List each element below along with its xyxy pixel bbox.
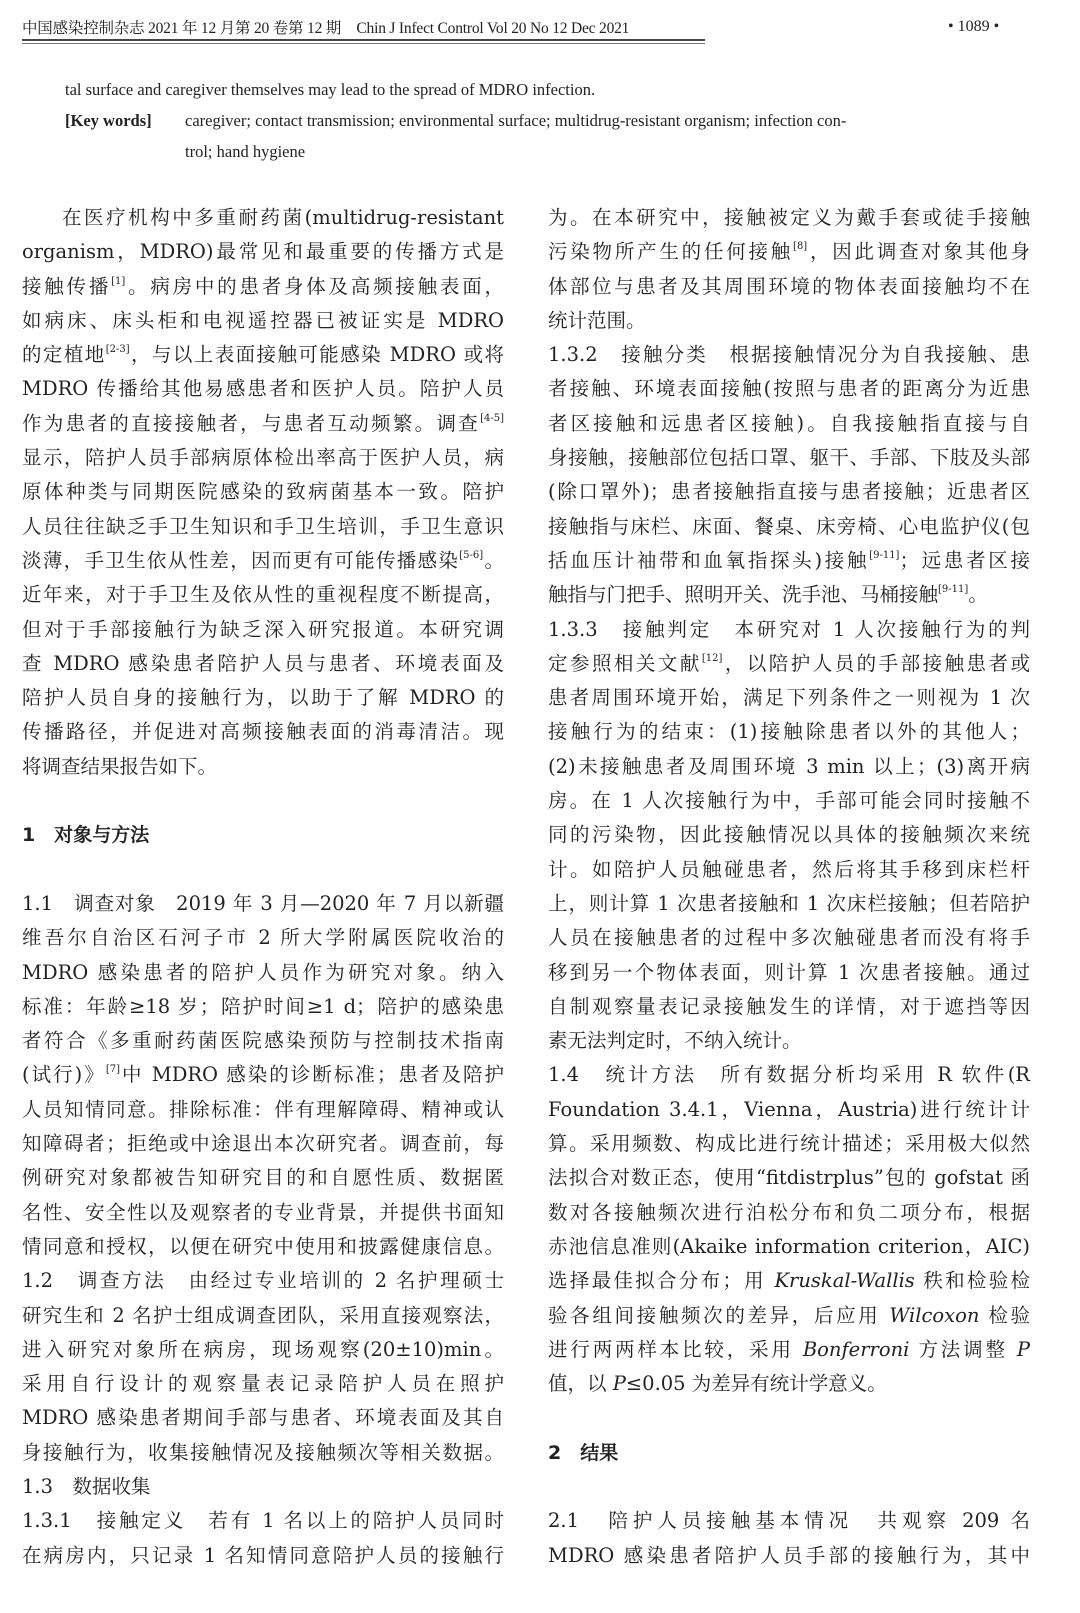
text-line — [548, 853, 1030, 887]
text-run: 计。如陪护人员触碰患者，然后将其手移到床栏杆 — [548, 857, 1030, 881]
text-line — [548, 338, 1030, 372]
text-run: MDRO 感染患者陪护人员手部的接触行为，其中 — [548, 1543, 1030, 1567]
text-run: (试行)》 — [22, 1063, 106, 1087]
text-line — [22, 338, 504, 372]
text-run: 1.3 数据收集 — [22, 1474, 151, 1498]
citation: [9-11] — [869, 549, 900, 561]
citation: [7] — [105, 1064, 120, 1076]
text-run: 1.2 调查方法 由经过专业培训的 2 名护理硕士 — [22, 1269, 504, 1293]
text-line — [548, 647, 1030, 681]
text-run: 1 对象与方法 — [22, 824, 150, 847]
text-run: 验各组间接触频次的差异，后应用 — [548, 1303, 890, 1327]
text-run: 选择最佳拟合分布；用 — [548, 1269, 775, 1293]
text-line — [22, 990, 504, 1024]
text-run: ≤0.05 为差异有统计学意义。 — [625, 1372, 887, 1396]
text-line — [548, 1230, 1030, 1264]
text-run: MDRO 感染患者的陪护人员作为研究对象。纳入 — [22, 960, 504, 984]
citation: [8] — [793, 241, 808, 253]
text-line — [22, 544, 504, 578]
text-run: 者符合《多重耐药菌医院感染预防与控制技术指南 — [22, 1029, 504, 1053]
text-line — [22, 715, 504, 749]
text-run: 维吾尔自治区石河子市 2 所大学附属医院收治的 — [22, 926, 504, 950]
text-run: 显示，陪护人员手部病原体检出率高于医护人员，病 — [22, 446, 504, 470]
text-run: 1.1 调查对象 2019 年 3 月—2020 年 7 月以新疆 — [22, 891, 504, 915]
text-line — [548, 1196, 1030, 1230]
text-line — [548, 544, 1030, 578]
citation: [9-11] — [938, 584, 969, 596]
text-line — [548, 1161, 1030, 1195]
text-run: 为。在本研究中，接触被定义为戴手套或徒手接触 — [548, 206, 1030, 229]
text-run: 房。在 1 人次接触行为中，手部可能会同时接触不 — [548, 789, 1030, 813]
text-run: 1.4 统计方法 所有数据分析均采用 R 软件(R — [548, 1063, 1030, 1087]
text-line — [548, 578, 1030, 612]
text-run: 值，以 — [548, 1372, 613, 1396]
text-line — [548, 887, 1030, 921]
text-line — [22, 921, 504, 955]
text-line — [548, 956, 1030, 990]
text-line — [22, 1401, 504, 1435]
text-run: 。 — [968, 583, 988, 607]
text-run: 淡薄，手卫生依从性差，因而更有可能传播感染 — [22, 548, 460, 572]
text-run: 陪护人员自身的接触行为，以助于了解 MDRO 的 — [22, 686, 504, 710]
text-line — [548, 270, 1030, 304]
text-line — [22, 1264, 504, 1298]
text-run: 但对于手部接触行为缺乏深入研究报道。本研究调 — [22, 617, 504, 641]
text-line — [548, 1024, 1030, 1058]
text-run: 定参照相关文献 — [548, 651, 702, 675]
section-heading — [22, 818, 504, 852]
text-run: 法拟合对数正态，使用“fitdistrplus”包的 gofstat 函 — [548, 1166, 1030, 1190]
text-run: 赤池信息准则(Akaike information criterion，AIC) — [548, 1234, 1030, 1258]
text-line — [548, 441, 1030, 475]
text-line — [22, 372, 504, 406]
text-line — [548, 304, 1030, 338]
text-line — [22, 1299, 504, 1333]
text-run: 传播路径，并促进对高频接触表面的消毒清洁。现 — [22, 720, 504, 744]
text-run: 在病房内，只记录 1 名知情同意陪护人员的接触行 — [22, 1543, 504, 1567]
text-run: 知障碍者；拒绝或中途退出本次研究者。调查前，每 — [22, 1132, 504, 1156]
text-run: 人员在接触患者的过程中多次触碰患者而没有将手 — [548, 926, 1030, 950]
text-run: 同的污染物，因此接触情况以具体的接触频次来统 — [548, 823, 1030, 847]
text-line — [548, 1504, 1030, 1538]
text-line — [22, 475, 504, 509]
text-run: 触指与门把手、照明开关、洗手池、马桶接触 — [548, 583, 939, 607]
text-line — [22, 201, 504, 235]
text-run: 接触指与床栏、床面、餐桌、床旁椅、心电监护仪(包 — [548, 514, 1030, 538]
text-line — [548, 201, 1030, 235]
text-run: 素无法判定时，不纳入统计。 — [548, 1029, 802, 1053]
text-run: 。 — [483, 548, 504, 572]
text-run: MDRO 感染患者期间手部与患者、环境表面及其自 — [22, 1406, 504, 1430]
text-run: 2 结果 — [548, 1441, 619, 1464]
left-column — [22, 201, 504, 1573]
text-line — [22, 1058, 504, 1092]
text-run: 标准：年龄≥18 岁；陪护时间≥1 d；陪护的感染患 — [22, 994, 504, 1018]
text-run: 1.3.3 接触判定 本研究对 1 人次接触行为的判 — [548, 617, 1030, 641]
text-line — [22, 750, 504, 784]
text-run: 1.3.2 接触分类 根据接触情况分为自我接触、患 — [548, 343, 1030, 367]
text-line — [548, 1299, 1030, 1333]
text-line — [22, 887, 504, 921]
text-run: ；远患者区接 — [899, 548, 1030, 572]
text-run: 如病床、床头柜和电视遥控器已被证实是 MDRO — [22, 308, 504, 332]
text-line — [548, 235, 1030, 269]
text-line — [22, 1093, 504, 1127]
section-heading — [548, 1436, 1030, 1470]
text-run: organism，MDRO)最常见和最重要的传播方式是 — [22, 240, 504, 264]
text-run: 中 MDRO 感染的诊断标准；患者及陪护 — [120, 1063, 505, 1087]
text-run: 查 MDRO 感染患者陪护人员与患者、环境表面及 — [22, 651, 504, 675]
text-run: 。病房中的患者身体及高频接触表面， — [125, 274, 504, 298]
text-run: 1.3.1 接触定义 若有 1 名以上的陪护人员同时 — [22, 1509, 504, 1533]
text-line — [22, 853, 504, 887]
text-run: 进入研究对象所在病房，现场观察(20±10)min。 — [22, 1337, 504, 1361]
text-line — [548, 715, 1030, 749]
text-run: 污染物所产生的任何接触 — [548, 240, 794, 264]
text-line — [548, 1401, 1030, 1435]
citation: [2-3] — [105, 344, 130, 356]
text-line — [548, 818, 1030, 852]
text-line — [22, 235, 504, 269]
text-line — [22, 441, 504, 475]
text-run: 身接触，接触部位包括口罩、躯干、手部、下肢及头部 — [548, 446, 1030, 470]
text-run: Foundation 3.4.1，Vienna，Austria)进行统计计 — [548, 1097, 1030, 1121]
italic-term: Kruskal-Wallis — [774, 1269, 915, 1293]
text-run: 检验 — [979, 1303, 1030, 1327]
text-line — [548, 1127, 1030, 1161]
citation: [12] — [701, 652, 723, 664]
text-line — [548, 1470, 1030, 1504]
italic-term: Bonferroni — [802, 1337, 910, 1361]
text-run: 者区接触和远患者区接触)。自我接触指直接与自 — [548, 411, 1030, 435]
text-run: 原体种类与同期医院感染的致病菌基本一致。陪护 — [22, 480, 504, 504]
text-line — [22, 613, 504, 647]
text-run: 括血压计袖带和血氧指探头)接触 — [548, 548, 870, 572]
text-line — [22, 304, 504, 338]
italic-term: P — [612, 1372, 626, 1396]
text-run: ，以陪护人员的手部接触患者或 — [722, 651, 1030, 675]
text-run: 作为患者的直接接触者，与患者互动频繁。调查 — [22, 411, 481, 435]
text-line — [548, 1058, 1030, 1092]
text-run: (2)未接触患者及周围环境 3 min 以上；(3)离开病 — [548, 754, 1030, 778]
text-run: 近年来，对于手卫生及依从性的重视程度不断提高， — [22, 583, 504, 607]
text-run: 秩和检验检 — [914, 1269, 1031, 1293]
text-line — [22, 681, 504, 715]
text-line — [22, 1024, 504, 1058]
text-line — [548, 613, 1030, 647]
text-line — [22, 1230, 504, 1264]
text-line — [548, 407, 1030, 441]
text-line — [22, 1367, 504, 1401]
text-run: 情同意和授权，以便在研究中使用和披露健康信息。 — [22, 1234, 504, 1258]
text-line — [22, 407, 504, 441]
text-line — [548, 921, 1030, 955]
text-run: 进行两两样本比较，采用 — [548, 1337, 803, 1361]
keywords-text-continued: trol; hand hygiene — [185, 142, 306, 161]
text-run: 研究生和 2 名护士组成调查团队，采用直接观察法， — [22, 1303, 504, 1327]
text-run: 者接触、环境表面接触(按照与患者的距离分为近患 — [548, 377, 1030, 401]
text-run: 人员往往缺乏手卫生知识和手卫生培训，手卫生意识 — [22, 514, 504, 538]
text-run: ，与以上表面接触可能感染 MDRO 或将 — [129, 343, 504, 367]
text-line — [22, 1127, 504, 1161]
page-number: • 1089 • — [948, 18, 1000, 35]
text-line — [548, 1093, 1030, 1127]
text-line — [548, 372, 1030, 406]
text-line — [22, 1436, 504, 1470]
keywords-text: caregiver; contact transmission; environmental surface; multidrug-resistant organism; infection con- — [185, 111, 847, 130]
text-run: 例研究对象都被告知研究目的和自愿性质、数据匿 — [22, 1166, 504, 1190]
text-run: 接触传播 — [22, 274, 112, 298]
text-run: 统计范围。 — [548, 308, 646, 332]
text-line — [22, 1196, 504, 1230]
text-line — [548, 1264, 1030, 1298]
keywords-label: [Key words] — [65, 111, 152, 130]
text-line — [548, 475, 1030, 509]
italic-term: P — [1016, 1337, 1030, 1361]
text-line — [22, 784, 504, 818]
text-run: 2.1 陪护人员接触基本情况 共观察 209 名 — [548, 1509, 1030, 1533]
text-run: 将调查结果报告如下。 — [22, 754, 218, 778]
italic-term: Wilcoxon — [889, 1303, 980, 1327]
text-line — [548, 784, 1030, 818]
text-run: 身接触行为，收集接触情况及接触频次等相关数据。 — [22, 1440, 504, 1464]
text-run: 自制观察量表记录接触发生的详情，对于遮挡等因 — [548, 994, 1030, 1018]
running-header: 中国感染控制杂志 2021 年 12 月第 20 卷第 12 期 Chin J Infect Control Vol 20 No 12 Dec 2021 — [22, 16, 705, 41]
text-run: 名性、安全性以及观察者的专业背景，并提供书面知 — [22, 1200, 504, 1224]
text-run: MDRO 传播给其他易感患者和医护人员。陪护人员 — [22, 377, 504, 401]
text-line — [548, 990, 1030, 1024]
text-run: 采用自行设计的观察量表记录陪护人员在照护 — [22, 1372, 504, 1396]
text-run: 体部位与患者及其周围环境的物体表面接触均不在 — [548, 274, 1030, 298]
text-line — [22, 1504, 504, 1538]
right-column — [548, 201, 1030, 1573]
text-run: 移到另一个物体表面，则计算 1 次患者接触。通过 — [548, 960, 1030, 984]
text-line — [548, 681, 1030, 715]
text-run: (除口罩外)；患者接触指直接与患者接触；近患者区 — [548, 480, 1030, 504]
text-line — [548, 1333, 1030, 1367]
text-line — [22, 270, 504, 304]
text-run: ，因此调查对象其他身 — [807, 240, 1030, 264]
citation: [4-5] — [480, 412, 504, 424]
text-line — [548, 1539, 1030, 1573]
citation: [1] — [111, 275, 126, 287]
text-run: 人员知情同意。排除标准：伴有理解障碍、精神或认 — [22, 1097, 504, 1121]
text-run: 数对各接触频次进行泊松分布和负二项分布，根据 — [548, 1200, 1030, 1224]
text-line — [22, 647, 504, 681]
text-line — [22, 1161, 504, 1195]
text-line — [22, 1470, 504, 1504]
text-run: 患者周围环境开始，满足下列条件之一则视为 1 次 — [548, 686, 1030, 710]
text-line — [22, 1539, 504, 1573]
text-line — [548, 750, 1030, 784]
citation: [5-6] — [459, 549, 484, 561]
text-line — [548, 510, 1030, 544]
text-run: 算。采用频数、构成比进行统计描述；采用极大似然 — [548, 1132, 1030, 1156]
text-line — [548, 1367, 1030, 1401]
text-run: 上，则计算 1 次患者接触和 1 次床栏接触；但若陪护 — [548, 891, 1030, 915]
text-line — [22, 956, 504, 990]
text-run: 的定植地 — [22, 343, 106, 367]
text-line — [22, 1333, 504, 1367]
text-run: 方法调整 — [909, 1337, 1017, 1361]
text-run: 在医疗机构中多重耐药菌(multidrug-resistant — [62, 206, 504, 229]
text-line — [22, 578, 504, 612]
abstract-tail: tal surface and caregiver themselves may lead to the spread of MDRO infection. — [65, 80, 596, 99]
text-run: 接触行为的结束：(1)接触除患者以外的其他人； — [548, 720, 1030, 744]
text-line — [22, 510, 504, 544]
